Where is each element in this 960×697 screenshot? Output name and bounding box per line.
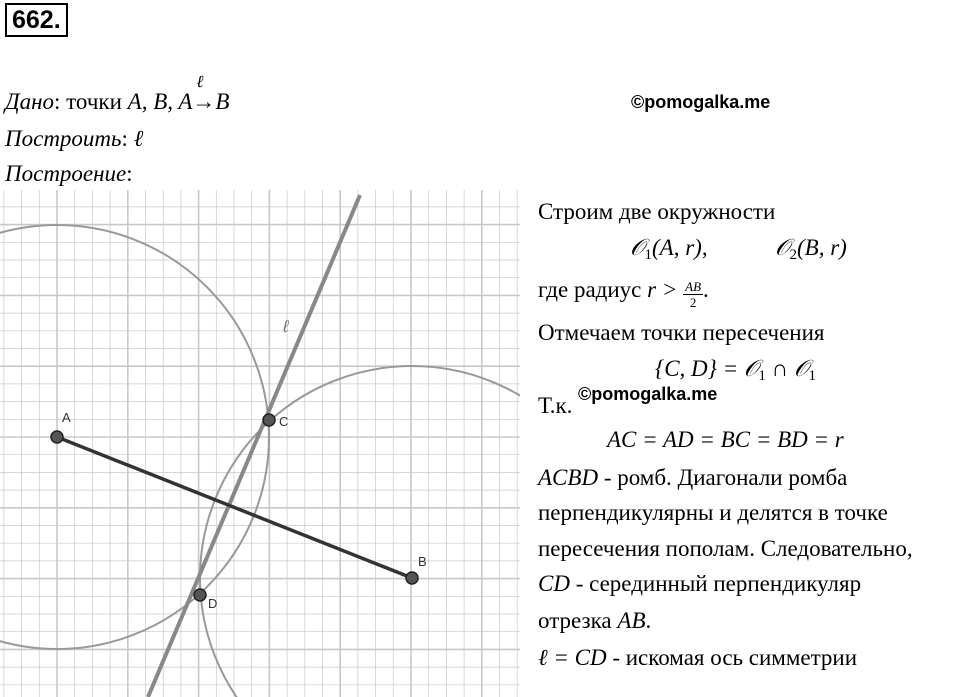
ab-half-fraction — [683, 279, 703, 310]
cd-math: CD — [538, 571, 570, 596]
solution-line-6: Т.к. — [538, 393, 573, 418]
circle-2-symbol: 𝒪 — [775, 235, 790, 260]
intersection-index-2: 1 — [808, 368, 816, 384]
point-c — [263, 414, 275, 426]
radius-text: где радиус — [538, 277, 648, 302]
segment-text: отрезка — [538, 608, 618, 633]
given-points: A, B, A — [127, 89, 193, 114]
construction-label: Построение — [5, 161, 127, 186]
solution-line-13 — [538, 644, 857, 672]
watermark-top: ©pomogalka.me — [631, 92, 771, 112]
given-arrow-over: ℓ — [196, 72, 204, 91]
construct-text: : — [121, 126, 134, 151]
circle-1-symbol: 𝒪 — [630, 235, 645, 260]
solution-line-1: Строим две окружности — [538, 199, 776, 224]
solution-line-8 — [538, 464, 847, 492]
segment-math: AB — [617, 608, 646, 633]
intersection-index-1: 1 — [758, 368, 766, 384]
rhombus-name: ACBD — [538, 465, 599, 490]
label-l: ℓ — [283, 317, 289, 336]
radius-math: r > — [647, 277, 678, 302]
solution-circle-1 — [630, 234, 708, 269]
solution-line-12 — [538, 607, 651, 635]
problem-number: 662. — [5, 3, 68, 37]
point-a — [51, 431, 63, 443]
label-d: D — [208, 596, 218, 611]
given-line — [5, 72, 230, 116]
label-b: B — [418, 554, 427, 569]
rhombus-text: - ромб. Диагонали ромба — [598, 465, 848, 490]
construct-line — [5, 125, 143, 153]
construct-label: Построить — [5, 126, 122, 151]
construct-value: ℓ — [133, 126, 144, 151]
intersection-left: {C, D} = 𝒪 — [655, 356, 759, 381]
solution-line-4: Отмечаем точки пересечения — [538, 320, 825, 345]
circle-2-args: (B, r) — [797, 235, 847, 260]
circle-1-index: 1 — [644, 247, 652, 263]
axis-text: - искомая ось симметрии — [606, 645, 858, 670]
point-d — [194, 589, 206, 601]
axis-math: ℓ = CD — [538, 645, 607, 670]
watermark-mid: ©pomogalka.me — [578, 384, 718, 404]
label-a: A — [62, 410, 71, 425]
fraction-numerator: AB — [685, 279, 702, 294]
radius-end: . — [703, 277, 709, 302]
solution-line-3 — [538, 276, 709, 310]
construction-text: : — [126, 161, 133, 186]
point-b — [406, 572, 418, 584]
cd-text: - серединный перпендикуляр — [569, 571, 862, 596]
given-target: B — [215, 89, 230, 114]
construction-line — [5, 160, 133, 188]
solution-line-9: перпендикулярны и делятся в точке — [538, 500, 888, 525]
line-l — [148, 195, 360, 697]
circle-1-args: (A, r), — [652, 235, 708, 260]
given-label: Дано — [5, 89, 55, 114]
solution-line-11 — [538, 570, 861, 598]
solution-circle-2 — [775, 234, 847, 269]
solution-line-7: AC = AD = BC = BD = r — [607, 427, 844, 452]
given-text: : точки — [54, 89, 128, 114]
fraction-denominator: 2 — [689, 295, 697, 310]
solution-line-10: пересечения пополам. Следовательно, — [538, 536, 913, 561]
circle-2-index: 2 — [789, 247, 797, 263]
given-arrow-symbol: → — [192, 89, 216, 114]
intersection-right: ∩ 𝒪 — [765, 356, 809, 381]
construction-figure — [0, 190, 520, 697]
given-arrow — [192, 72, 216, 116]
label-c: C — [279, 414, 289, 429]
circle-b — [200, 366, 520, 697]
segment-end: . — [645, 608, 652, 633]
